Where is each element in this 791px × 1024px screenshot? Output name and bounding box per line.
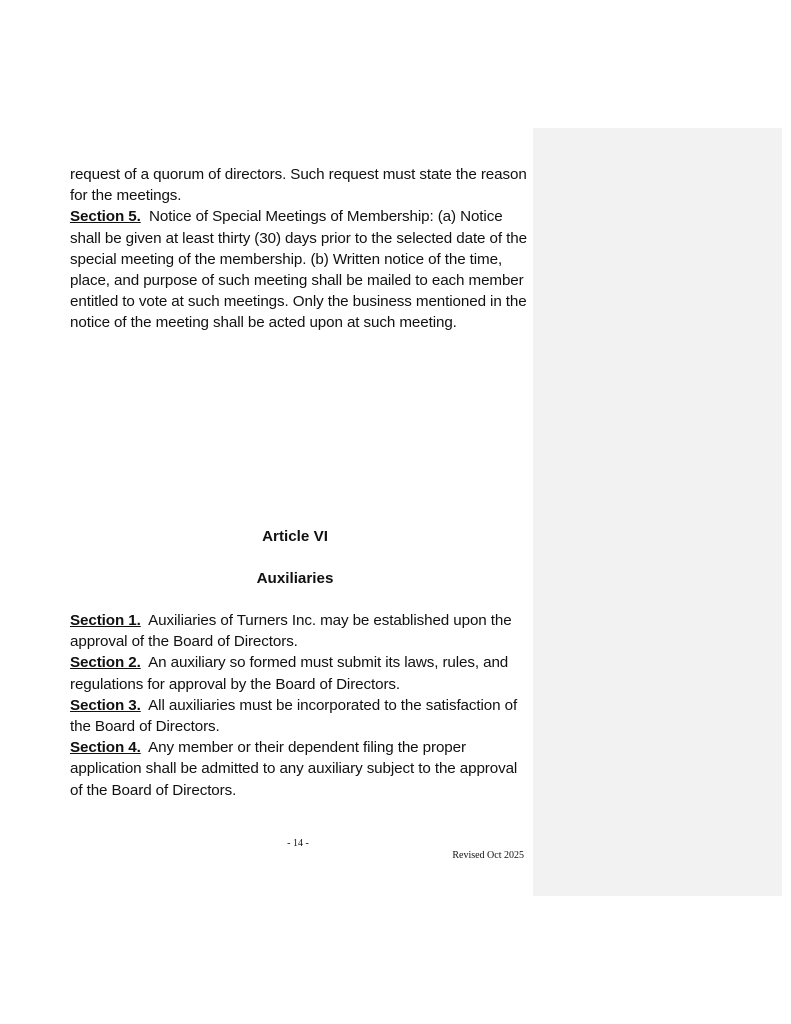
auxiliaries-sections bbox=[70, 610, 532, 801]
section-2-paragraph bbox=[70, 652, 532, 694]
article-heading: Article VI bbox=[262, 528, 328, 545]
section-1-paragraph bbox=[70, 610, 532, 652]
section-5-label: Section 5. bbox=[70, 208, 141, 226]
section-5-paragraph bbox=[70, 206, 532, 333]
section-4-text: Any member or their dependent filing the proper application shall be admitted to any auxiliary subject to the approval of the Board of Directors. bbox=[70, 739, 518, 799]
continuation-paragraph: request of a quorum of directors. Such request must state the reason for the meetings. bbox=[70, 166, 527, 205]
section-5-text: Notice of Special Meetings of Membership: (a) Notice shall be given at least thirty (30) days prior to the selected date of the special meeting of the membership. (b) Written notice of the time, place, and purpose of such meeting shall be mailed to each member entitled to vote at such meetings. Only the business mentioned in the notice of the meeting shall be acted upon at such meeting. bbox=[70, 208, 527, 332]
section-1-text: Auxiliaries of Turners Inc. may be established upon the approval of the Board of Directors. bbox=[70, 612, 512, 651]
section-4-paragraph bbox=[70, 737, 532, 801]
revised-date: Revised Oct 2025 bbox=[452, 850, 524, 861]
article-title: Auxiliaries bbox=[256, 570, 334, 587]
page-number: - 14 - bbox=[287, 838, 309, 849]
section-3-text: All auxiliaries must be incorporated to the satisfaction of the Board of Directors. bbox=[70, 696, 518, 736]
top-text-block bbox=[70, 164, 532, 334]
section-3-paragraph bbox=[70, 695, 532, 737]
comment-pane bbox=[533, 128, 782, 896]
section-3-label: Section 3. bbox=[70, 696, 141, 714]
section-2-label: Section 2. bbox=[70, 654, 141, 672]
section-2-text: An auxiliary so formed must submit its laws, rules, and regulations for approval by the Board of Directors. bbox=[70, 654, 509, 693]
section-4-label: Section 4. bbox=[70, 739, 141, 757]
section-1-label: Section 1. bbox=[70, 612, 141, 629]
